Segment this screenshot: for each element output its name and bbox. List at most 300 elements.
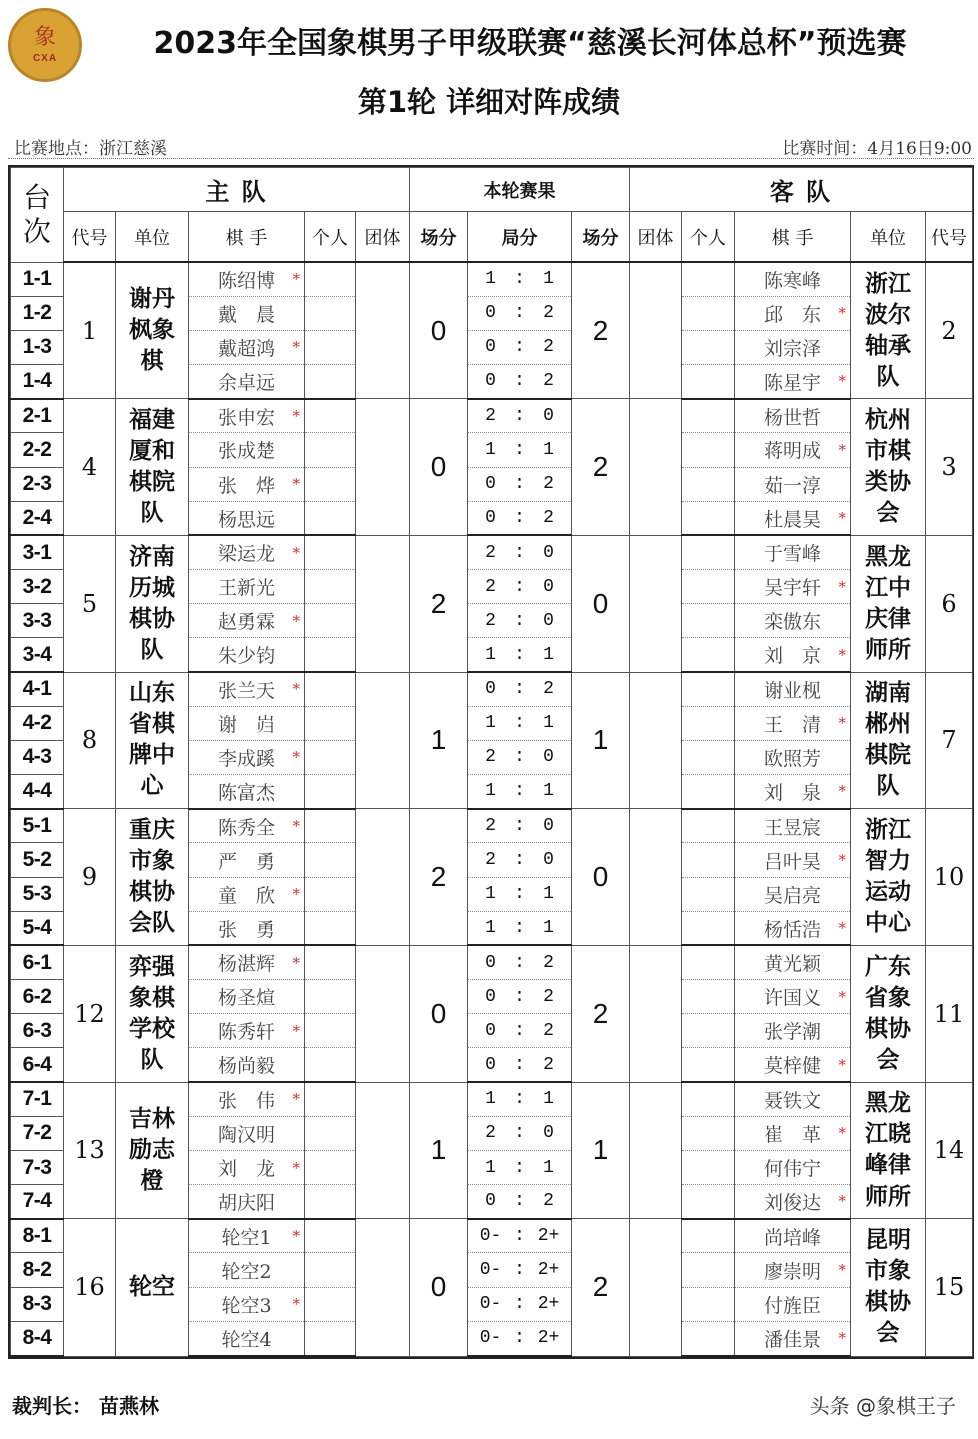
table-row [11,535,973,569]
header-row-1 [11,168,973,212]
away-player [735,1253,851,1287]
board-number: 4-2 [11,706,64,740]
home-player-name: 轮空1 [221,1226,272,1249]
away-unit-name: 黑龙江晓峰律师所 [865,1090,911,1210]
away-game-points: 2 [543,474,554,495]
red-first-star-icon: * [838,1124,847,1143]
board-number: 6-3 [11,1014,64,1048]
score-separator: : [514,508,525,529]
away-player-name: 张学潮 [764,1021,822,1044]
board-number: 3-4 [11,638,64,672]
away-player [735,330,851,364]
away-player [735,911,851,945]
home-individual-cell [305,740,356,774]
home-game-points: 1 [485,1089,496,1110]
away-unit-header: 单位 [851,212,926,262]
away-individual-cell [682,501,735,535]
score-separator: : [514,610,525,631]
home-match-points: 2 [410,809,468,946]
home-individual-cell [305,843,356,877]
home-player-name: 陶汉明 [217,1123,275,1146]
away-game-points: 1 [543,713,554,734]
away-player [735,296,851,330]
away-player-name: 黄光颖 [764,953,822,976]
away-player [735,809,851,843]
score-separator: : [514,679,525,700]
away-team-cell [630,809,682,946]
away-player-name: 陈寒峰 [764,269,822,292]
home-game-points: 0 [485,986,496,1007]
home-player-name: 张申宏 [217,406,275,429]
home-unit [116,945,189,1082]
game-score [468,330,572,364]
away-code: 2 [926,262,973,399]
board-number: 4-3 [11,740,64,774]
home-individual-cell [305,501,356,535]
score-separator: : [514,1226,525,1247]
away-game-points: 2 [543,952,554,973]
red-first-star-icon: * [838,919,847,938]
home-match-points: 0 [410,1219,468,1356]
away-unit-name: 黑龙江中庆律师所 [865,543,911,663]
away-player-name: 于雪峰 [764,543,822,566]
red-first-star-icon: * [838,782,847,801]
home-code: 9 [64,809,116,946]
away-player-name: 王昱宸 [764,816,822,839]
score-separator: : [514,406,525,427]
board-number: 6-2 [11,980,64,1014]
away-match-points: 1 [572,1082,630,1219]
home-player [189,1253,305,1287]
board-number: 4-4 [11,775,64,809]
home-match-points: 1 [410,672,468,809]
away-individual-cell [682,809,735,843]
board-number: 3-1 [11,535,64,569]
away-team-header: 客 队 [630,168,973,212]
board-number: 2-3 [11,467,64,501]
away-player [735,638,851,672]
away-individual-cell [682,1219,735,1253]
game-score [468,877,572,911]
away-individual-cell [682,535,735,569]
home-game-points: 0- [479,1294,502,1315]
away-player-name: 刘俊达 [764,1191,822,1214]
home-individual-cell [305,1082,356,1116]
red-first-star-icon: * [292,680,300,699]
home-player-name: 杨湛辉 [217,953,275,976]
away-unit [851,672,926,809]
game-score [468,843,572,877]
home-individual-cell [305,570,356,604]
game-score [468,1287,572,1321]
away-individual-cell [682,1253,735,1287]
away-individual-cell [682,433,735,467]
home-individual-cell [305,1048,356,1082]
home-player [189,467,305,501]
home-player [189,945,305,979]
score-separator: : [514,713,525,734]
red-first-star-icon: * [292,817,300,836]
board-number: 2-1 [11,399,64,433]
board-number: 8-2 [11,1253,64,1287]
away-team-col-header: 团体 [630,212,682,262]
home-player [189,1219,305,1253]
game-score [468,706,572,740]
away-team-cell [630,672,682,809]
away-match-points: 0 [572,809,630,946]
home-team-header: 主 队 [64,168,410,212]
red-first-star-icon: * [292,270,300,289]
home-player-name: 余卓远 [217,371,275,394]
home-player [189,638,305,672]
away-player-name: 刘宗泽 [764,337,822,360]
home-player [189,330,305,364]
away-player-name: 吴启亮 [764,884,822,907]
home-player-name: 杨圣煊 [217,987,275,1010]
header-row-2 [11,212,973,262]
away-individual-cell [682,604,735,638]
away-player [735,843,851,877]
home-game-points: 0 [485,474,496,495]
away-unit [851,945,926,1082]
away-unit [851,535,926,672]
away-individual-cell [682,1014,735,1048]
score-separator: : [514,1123,525,1144]
table-row [11,1219,973,1253]
home-individual-cell [305,535,356,569]
home-game-points: 0 [485,1191,496,1212]
away-player-name: 付旌臣 [764,1294,822,1317]
score-separator: : [514,576,525,597]
away-player [735,877,851,911]
home-individual-cell [305,1219,356,1253]
home-game-points: 1 [485,713,496,734]
referee-text: 裁判长： 苗燕林 [12,1394,159,1418]
away-player [735,1287,851,1321]
away-individual-cell [682,330,735,364]
home-individual-cell [305,1321,356,1356]
away-code: 6 [926,535,973,672]
away-team-cell [630,1082,682,1219]
home-game-points: 1 [485,439,496,460]
away-unit [851,399,926,536]
home-player-name: 李成蹊 [217,747,275,770]
red-first-star-icon: * [838,714,847,733]
away-game-points: 0 [543,747,554,768]
home-game-points: 1 [485,269,496,290]
table-row [11,399,973,433]
home-player [189,911,305,945]
home-player-name: 杨尚毅 [217,1055,275,1078]
home-game-points: 2 [485,542,496,563]
home-game-points: 2 [485,850,496,870]
score-separator: : [514,1260,525,1281]
score-separator: : [514,474,525,495]
score-separator: : [514,337,525,358]
away-code: 11 [926,945,973,1082]
away-player-name: 刘 京 [764,645,822,668]
home-player-name: 严 勇 [217,850,275,873]
away-game-points: 0 [543,610,554,631]
away-player [735,262,851,296]
game-score [468,501,572,535]
away-game-points: 1 [543,644,554,665]
away-player [735,501,851,535]
home-individual-cell [305,911,356,945]
away-individual-cell [682,877,735,911]
game-score [468,604,572,638]
home-team-col-header: 团体 [356,212,410,262]
game-score [468,1150,572,1184]
score-separator: : [514,952,525,973]
home-team-cell [356,262,410,399]
home-game-points: 0 [485,371,496,392]
score-separator: : [514,1054,525,1075]
home-player [189,399,305,433]
away-player [735,980,851,1014]
home-player [189,1082,305,1116]
home-player-name: 王新光 [217,577,275,600]
home-player-name: 梁运龙 [217,543,275,566]
home-unit [116,1219,189,1356]
score-separator: : [514,850,525,870]
away-game-points: 2 [543,337,554,358]
game-score [468,296,572,330]
home-unit-name: 轮空 [128,1273,175,1300]
home-individual-cell [305,877,356,911]
red-first-star-icon: * [292,475,300,494]
game-score [468,1253,572,1287]
away-game-points: 2 [543,1020,554,1041]
away-game-points: 0 [543,816,554,837]
game-score [468,1082,572,1116]
home-unit-header: 单位 [116,212,189,262]
home-game-points: 2 [485,747,496,768]
away-unit-name: 湖南郴州棋院队 [865,680,911,800]
red-first-star-icon: * [292,543,300,562]
red-first-star-icon: * [292,1021,300,1040]
red-first-star-icon: * [838,1329,847,1348]
home-individual-cell [305,945,356,979]
home-match-points: 2 [410,535,468,672]
red-first-star-icon: * [292,1227,300,1246]
away-match-points: 1 [572,672,630,809]
score-separator: : [514,816,525,837]
home-player [189,1185,305,1219]
away-player-name: 杜晨昊 [764,508,822,531]
away-individual-cell [682,467,735,501]
home-player [189,740,305,774]
home-player [189,706,305,740]
board-number: 2-2 [11,433,64,467]
home-individual-cell [305,638,356,672]
board-number: 1-2 [11,296,64,330]
score-separator: : [514,269,525,290]
score-separator: : [514,747,525,768]
results-table [10,167,973,1357]
away-game-points: 2 [543,508,554,529]
board-number: 4-1 [11,672,64,706]
board-number: 8-3 [11,1287,64,1321]
game-score-header: 局分 [468,212,572,262]
home-player-name: 陈秀轩 [217,1021,275,1044]
away-individual-cell [682,775,735,809]
home-player [189,1150,305,1184]
red-first-star-icon: * [838,509,847,528]
away-individual-cell [682,706,735,740]
away-game-points: 1 [543,1089,554,1110]
home-player-name: 陈秀全 [217,816,275,839]
home-player-name: 童 欣 [217,884,275,907]
red-first-star-icon: * [292,1158,300,1177]
home-game-points: 1 [485,644,496,665]
away-player-name: 蒋明成 [764,440,822,463]
away-code: 15 [926,1219,973,1356]
game-score [468,1219,572,1253]
away-player-header: 棋 手 [735,212,851,262]
away-player-name: 尚培峰 [764,1226,822,1249]
away-game-points: 0 [543,1123,554,1144]
away-unit [851,1219,926,1356]
board-number: 1-1 [11,262,64,296]
home-player-name: 胡庆阳 [217,1191,275,1214]
away-player-name: 许国义 [764,987,822,1010]
away-game-points: 2+ [537,1260,560,1281]
home-team-cell [356,945,410,1082]
away-individual-cell [682,1287,735,1321]
home-individual-cell [305,262,356,296]
home-unit-name: 福建厦和棋院队 [128,406,175,527]
away-player-name: 谢业枧 [764,679,822,702]
home-individual-cell [305,365,356,399]
score-separator: : [514,644,525,665]
home-individual-cell [305,399,356,433]
game-score [468,1014,572,1048]
red-first-star-icon: * [292,407,300,426]
away-player-name: 潘佳景 [764,1328,822,1351]
away-match-points: 2 [572,945,630,1082]
board-number: 1-4 [11,365,64,399]
away-match-points: 2 [572,262,630,399]
header-divider [8,158,974,159]
away-team-cell [630,1219,682,1356]
board-number: 5-4 [11,911,64,945]
home-player-name: 轮空4 [221,1328,272,1351]
away-player-name: 廖崇明 [764,1260,822,1283]
home-unit [116,399,189,536]
away-player [735,706,851,740]
game-score [468,672,572,706]
away-player-name: 王 清 [764,713,822,736]
away-code: 3 [926,399,973,536]
score-separator: : [514,1089,525,1110]
score-separator: : [514,371,525,392]
away-individual-cell [682,945,735,979]
home-individual-cell [305,467,356,501]
home-individual-cell [305,1287,356,1321]
home-player-name: 刘 龙 [217,1158,275,1181]
venue-text: 比赛地点：浙江慈溪 [14,139,167,159]
board-number: 3-3 [11,604,64,638]
logo-glyph: 象 [33,24,56,50]
score-separator: : [514,986,525,1007]
home-code: 1 [64,262,116,399]
table-row [11,262,973,296]
board-number: 5-1 [11,809,64,843]
home-game-points: 1 [485,1157,496,1178]
home-player [189,535,305,569]
away-unit-name: 广东省象棋协会 [865,953,911,1073]
home-player [189,604,305,638]
away-unit [851,809,926,946]
away-player-name: 莫梓健 [764,1055,822,1078]
game-score [468,467,572,501]
home-individual-cell [305,433,356,467]
home-player-name: 张 勇 [217,918,275,941]
away-game-points: 2 [543,371,554,392]
home-game-points: 0 [485,337,496,358]
red-first-star-icon: * [292,1295,300,1314]
home-team-cell [356,1082,410,1219]
red-first-star-icon: * [838,304,847,323]
home-individual-cell [305,296,356,330]
home-player [189,433,305,467]
home-individual-cell [305,1253,356,1287]
result-header: 本轮赛果 [410,168,630,212]
away-game-points: 2 [543,1191,554,1212]
home-team-cell [356,672,410,809]
home-player-name: 谢 岿 [217,713,275,736]
board-number: 6-4 [11,1048,64,1082]
board-number: 7-2 [11,1116,64,1150]
score-separator: : [514,781,525,802]
home-individual-cell [305,330,356,364]
home-game-points: 0 [485,1020,496,1041]
home-unit-name: 谢丹枫象棋 [128,286,175,375]
home-player [189,501,305,535]
away-player [735,1082,851,1116]
game-score [468,809,572,843]
away-player [735,775,851,809]
home-unit-name: 济南历城棋协队 [128,543,175,663]
away-team-cell [630,262,682,399]
home-game-points: 0 [485,952,496,973]
board-number: 7-1 [11,1082,64,1116]
away-player [735,1116,851,1150]
away-team-cell [630,399,682,536]
away-player [735,399,851,433]
home-game-points: 2 [485,576,496,597]
away-player [735,1048,851,1082]
away-match-points: 2 [572,1219,630,1356]
home-individual-cell [305,809,356,843]
away-individual-cell [682,1116,735,1150]
board-number: 5-2 [11,843,64,877]
home-game-points: 0 [485,679,496,700]
away-individual-cell [682,672,735,706]
table-row [11,809,973,843]
home-individual-cell [305,672,356,706]
home-game-points: 2 [485,816,496,837]
taici-label: 台次 [23,181,52,248]
home-player [189,262,305,296]
page-title: 2023年全国象棋男子甲级联赛“慈溪长河体总杯”预选赛 [153,26,907,61]
home-individual-cell [305,980,356,1014]
away-game-points: 1 [543,269,554,290]
game-score [468,535,572,569]
home-game-points: 2 [485,610,496,631]
home-unit [116,535,189,672]
